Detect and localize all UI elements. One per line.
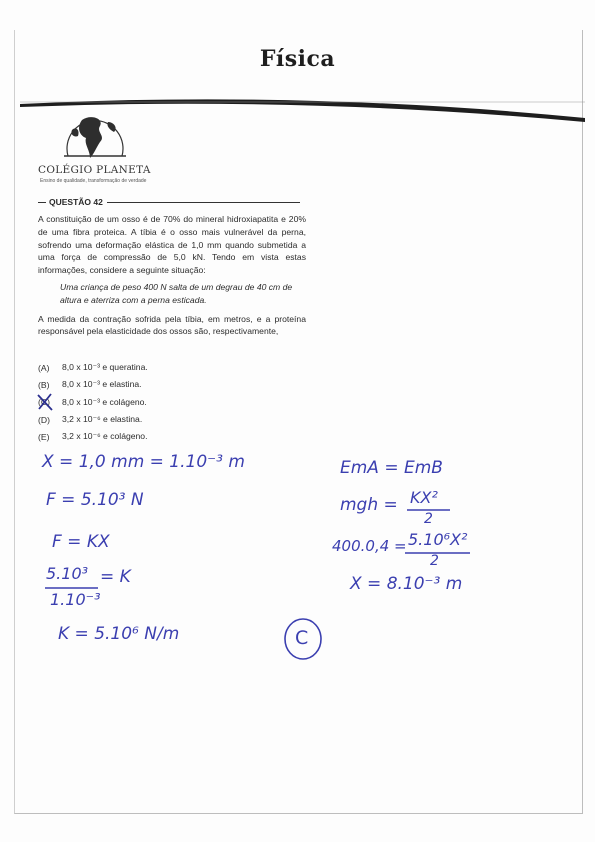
school-tagline: Ensino de qualidade, transformação de verdade (40, 178, 147, 184)
final-answer: C (295, 627, 309, 649)
option-b[interactable] (38, 376, 308, 393)
option-letter: (A) (38, 362, 50, 373)
header-rule (107, 202, 300, 203)
hw-right-line-3-den: 2 (430, 553, 439, 569)
option-letter: (D) (38, 414, 50, 425)
option-letter: (C) (38, 397, 50, 408)
school-logo (38, 108, 158, 188)
hw-right-line-2-lhs: mgh = (340, 495, 398, 515)
hw-left-line-5: K = 5.10⁶ N/m (58, 624, 180, 644)
question-label: QUESTÃO 42 (49, 197, 103, 207)
globe-icon (60, 108, 130, 164)
option-text: 8,0 x 10⁻³ e queratina. (62, 362, 148, 373)
header-dash (38, 202, 46, 203)
hw-right-line-1: EmA = EmB (340, 458, 443, 478)
hw-right-line-2-num: KX² (410, 488, 438, 507)
hw-left-line-2: F = 5.10³ N (46, 490, 144, 510)
option-text: 8,0 x 10⁻³ e colágeno. (62, 396, 147, 407)
option-c[interactable] (38, 394, 308, 411)
hw-left-line-4-den: 1.10⁻³ (50, 590, 101, 609)
question-header (38, 197, 300, 207)
option-d[interactable] (38, 411, 308, 428)
option-letter: (B) (38, 379, 50, 390)
option-text: 8,0 x 10⁻³ e elastina. (62, 379, 142, 390)
hw-right-line-2-den: 2 (424, 511, 433, 527)
question-body (38, 213, 306, 338)
option-e[interactable] (38, 428, 308, 445)
question-paragraph-1: A constituição de um osso é de 70% do mineral hidroxiapatita e 20% de uma fibra proteica. A tíbia é o osso mais vulnerável da perna, sofrendo uma deformação elástica de 1,0 mm quando submetida a uma força de compressão de 5,0 kN. Tendo em vista estas informações, considere a seguinte situação: (38, 214, 306, 276)
option-letter: (E) (38, 431, 50, 442)
question-situation: Uma criança de peso 400 N salta de um degrau de 40 cm de altura e aterriza com a perna esticada. (60, 281, 293, 305)
subject-title: Física (259, 46, 336, 72)
cross-mark-icon (36, 392, 54, 412)
hw-right-line-4: X = 8.10⁻³ m (350, 574, 463, 594)
hw-right-line-3-lhs: 400.0,4 = (332, 537, 407, 555)
option-text: 3,2 x 10⁻⁶ e colágeno. (62, 431, 148, 442)
question-paragraph-2: A medida da contração sofrida pela tíbia, em metros, e a proteína responsável pela elasticidade dos ossos são, respectivamente, (38, 313, 306, 337)
answer-options (38, 359, 308, 445)
option-text: 3,2 x 10⁻⁶ e elastina. (62, 414, 143, 425)
school-name: COLÉGIO PLANETA (38, 164, 151, 176)
hw-left-line-4-num: 5.10³ (46, 564, 89, 583)
hw-left-line-4-rhs: = K (100, 567, 131, 587)
option-a[interactable] (38, 359, 308, 376)
hw-left-line-1: X = 1,0 mm = 1.10⁻³ m (42, 452, 245, 472)
hw-left-line-3: F = KX (52, 532, 110, 552)
hw-right-line-3-num: 5.10⁶X² (408, 530, 468, 549)
